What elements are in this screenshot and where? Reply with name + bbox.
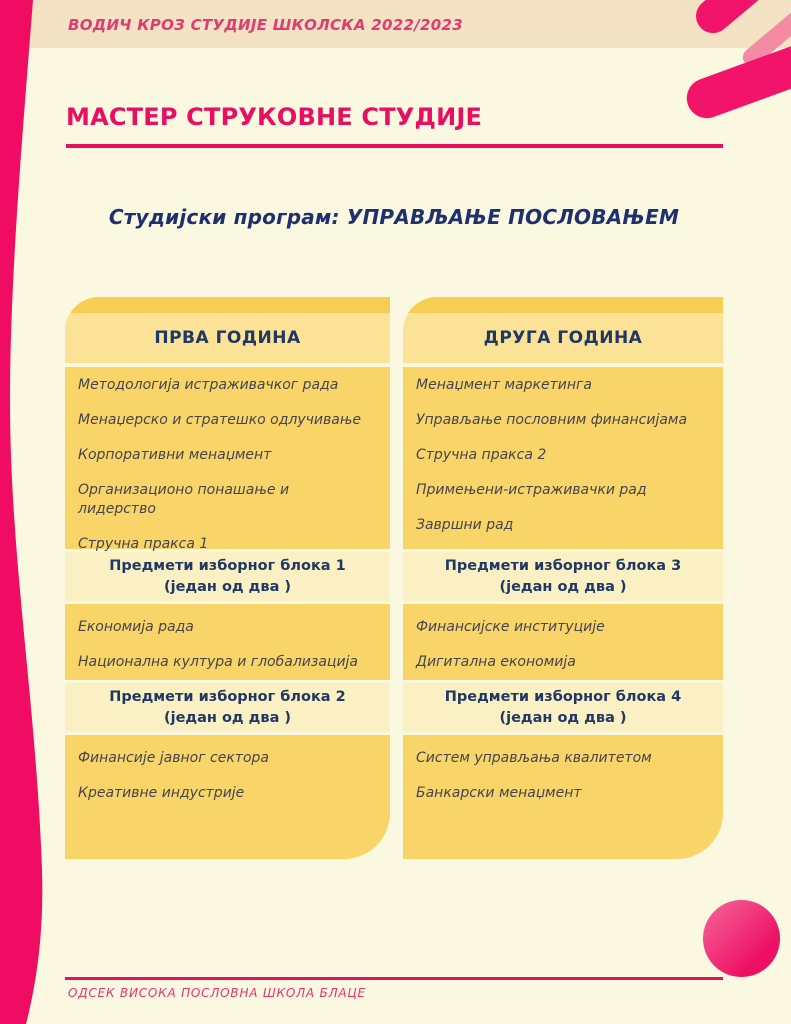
elective-block-3-title: Предмети изборног блока 3: [444, 558, 682, 575]
year-2-title: ДРУГА ГОДИНА: [403, 313, 723, 363]
year-1-core-courses: [65, 367, 390, 552]
elective-block-3-subtitle: (један од два ): [499, 578, 627, 595]
year-2-header: [403, 297, 723, 363]
course-item: Управљање пословним финансијама: [416, 412, 688, 428]
course-item: Организационо понашање и лидерство: [78, 482, 290, 517]
footer-rule: [65, 977, 723, 980]
elective-block-1-title: Предмети изборног блока 1: [109, 558, 346, 575]
year-1-header: [65, 297, 390, 363]
course-item: Менаџмент маркетинга: [416, 377, 592, 393]
left-pink-border: [0, 0, 60, 1024]
course-item: Национална култура и глобализација: [78, 654, 359, 670]
course-item: Банкарски менаџмент: [416, 785, 582, 801]
program-subtitle: Студијски програм: УПРАВЉАЊЕ ПОСЛОВАЊЕМ: [108, 205, 680, 229]
elective-block-1-header: [65, 552, 390, 601]
course-item: Креативне индустрије: [78, 785, 245, 801]
course-item: Менаџерско и стратешко одлучивање: [78, 412, 362, 428]
course-item: Завршни рад: [416, 517, 514, 533]
year-1-header-strip: [65, 297, 390, 313]
banner-text: ВОДИЧ КРОЗ СТУДИЈЕ ШКОЛСКА 2022/2023: [68, 16, 463, 34]
course-item: Финансијске институције: [416, 619, 605, 635]
elective-block-4-title: Предмети изборног блока 4: [444, 689, 682, 706]
title-underline: [66, 144, 723, 148]
course-table: [65, 297, 723, 859]
course-item: Методологија истраживачког рада: [78, 377, 339, 393]
elective-block-3-courses: [403, 604, 723, 680]
page-title: МАСТЕР СТРУКОВНЕ СТУДИЈЕ: [66, 103, 483, 131]
footer-text: ОДСЕК ВИСОКА ПОСЛОВНА ШКОЛА БЛАЦЕ: [68, 986, 366, 1000]
course-item: Дигитална економија: [416, 654, 576, 670]
elective-block-4-subtitle: (један од два ): [499, 709, 627, 726]
course-item: Стручна пракса 1: [78, 536, 209, 552]
course-item: Финансије јавног сектора: [78, 750, 269, 766]
course-item: Стручна пракса 2: [416, 447, 547, 463]
elective-block-2-header: [65, 683, 390, 732]
year-1-column: [65, 297, 390, 859]
elective-block-1-courses: [65, 604, 390, 680]
deco-circle: [703, 900, 780, 977]
course-item: Корпоративни менаџмент: [78, 447, 272, 463]
year-2-column: [403, 297, 723, 859]
elective-block-2-title: Предмети изборног блока 2: [109, 689, 346, 706]
course-item: Економија рада: [78, 619, 194, 635]
year-1-title: ПРВА ГОДИНА: [65, 313, 390, 363]
year-2-core-courses: [403, 367, 723, 549]
elective-block-2-courses: [65, 735, 390, 859]
course-item: Примењени-истраживачки рад: [416, 482, 647, 498]
elective-block-1-subtitle: (један од два ): [163, 578, 292, 595]
elective-block-4-courses: [403, 735, 723, 859]
elective-block-4-header: [403, 683, 723, 732]
course-item: Систем управљања квалитетом: [416, 750, 652, 766]
elective-block-3-header: [403, 552, 723, 601]
elective-block-2-subtitle: (један од два ): [163, 709, 292, 726]
year-2-header-strip: [403, 297, 723, 313]
